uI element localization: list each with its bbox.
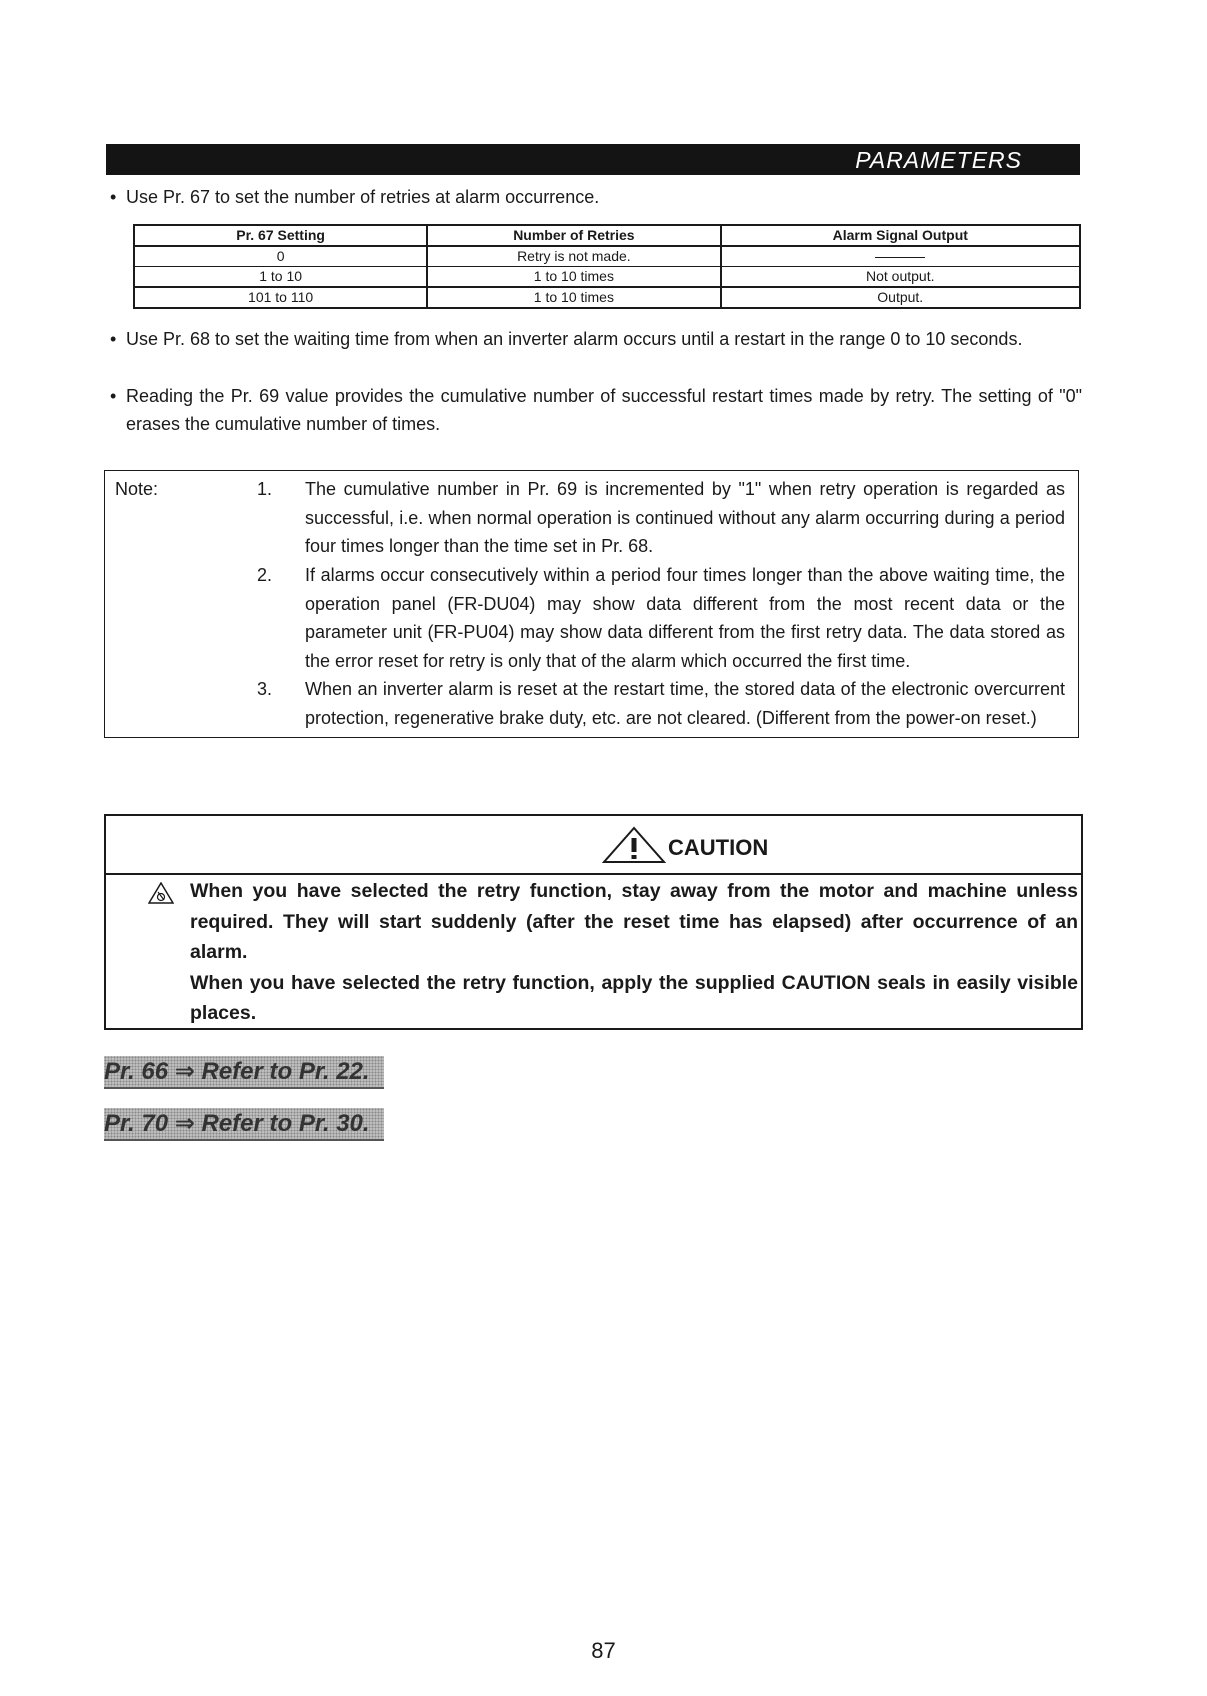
note-box <box>104 470 1079 738</box>
note-number: 3. <box>256 679 272 699</box>
table-cell: Output. <box>721 287 1081 308</box>
note-number: 1. <box>256 479 272 499</box>
table-cell: 101 to 110 <box>134 287 427 308</box>
bullet-dot: • <box>110 187 117 207</box>
caution-text <box>190 876 1078 1029</box>
note-label: Note: <box>115 479 159 499</box>
bullet-retries <box>110 183 1082 211</box>
warning-triangle-icon <box>602 826 666 864</box>
column-header: Number of Retries <box>427 225 720 246</box>
note-text: If alarms occur consecutively within a period four times longer than the above waiting time, the operation panel (FR-DU04) may show data different from the most recent data or the parameter unit (FR-PU04) may show data different from the first retry data. The data stored as the error reset for retry is only that of the alarm which occurred the first time. <box>305 565 1065 671</box>
column-header: Pr. 67 Setting <box>134 225 427 246</box>
note-item <box>165 675 1065 732</box>
bullet-text: Reading the Pr. 69 value provides the cumulative number of successful restart times made by retry. The setting of "0" erases the cumulative number of times. <box>126 386 1082 434</box>
table-cell: Retry is not made. <box>427 246 720 267</box>
table-cell: Not output. <box>721 267 1081 288</box>
bullet-text: Use Pr. 67 to set the number of retries at alarm occurrence. <box>126 187 600 207</box>
table-cell: 0 <box>134 246 427 267</box>
dash-mark <box>875 257 925 258</box>
note-text: The cumulative number in Pr. 69 is incremented by "1" when retry operation is regarded as successful, i.e. when normal operation is continued without any alarm occurring during a period four times longer than the time set in Pr. 68. <box>305 479 1065 556</box>
caution-title: CAUTION <box>668 835 769 860</box>
bullet-text: Use Pr. 68 to set the waiting time from when an inverter alarm occurs until a restart in the range 0 to 10 seconds. <box>126 329 1023 349</box>
caution-header <box>106 816 1081 875</box>
section-header-bar <box>106 144 1080 175</box>
table-row <box>134 287 1080 308</box>
bullet-dot: • <box>110 329 117 349</box>
column-header: Alarm Signal Output <box>721 225 1081 246</box>
caution-line: When you have selected the retry function, apply the supplied CAUTION seals in easily visible places. <box>190 971 1078 1024</box>
section-title: PARAMETERS <box>855 147 1022 173</box>
bullet-cumulative <box>110 382 1082 438</box>
note-text: When an inverter alarm is reset at the restart time, the stored data of the electronic overcurrent protection, regenerative brake duty, etc. are not cleared. (Different from the power-on reset.) <box>305 679 1065 728</box>
table-row <box>134 267 1080 288</box>
reference-pr70: Pr. 70 ⇒ Refer to Pr. 30. <box>104 1108 384 1141</box>
note-number: 2. <box>256 565 272 585</box>
table-cell: 1 to 10 <box>134 267 427 288</box>
note-item <box>165 475 1065 561</box>
bullet-waiting-time <box>110 325 1082 353</box>
table-cell: 1 to 10 times <box>427 287 720 308</box>
bullet-dot: • <box>110 386 117 406</box>
reference-pr66: Pr. 66 ⇒ Refer to Pr. 22. <box>104 1056 384 1089</box>
caution-small-icon <box>148 882 174 904</box>
table-row <box>134 246 1080 267</box>
retry-settings-table <box>133 224 1081 309</box>
caution-line: When you have selected the retry function, stay away from the motor and machine unless required. They will start suddenly (after the reset time has elapsed) after occurrence of an alarm. <box>190 880 1078 963</box>
note-item <box>165 561 1065 675</box>
table-header-row <box>134 225 1080 246</box>
table-cell: 1 to 10 times <box>427 267 720 288</box>
caution-box <box>104 814 1083 1030</box>
page-number: 87 <box>591 1638 616 1663</box>
table-cell-dash <box>721 246 1081 267</box>
